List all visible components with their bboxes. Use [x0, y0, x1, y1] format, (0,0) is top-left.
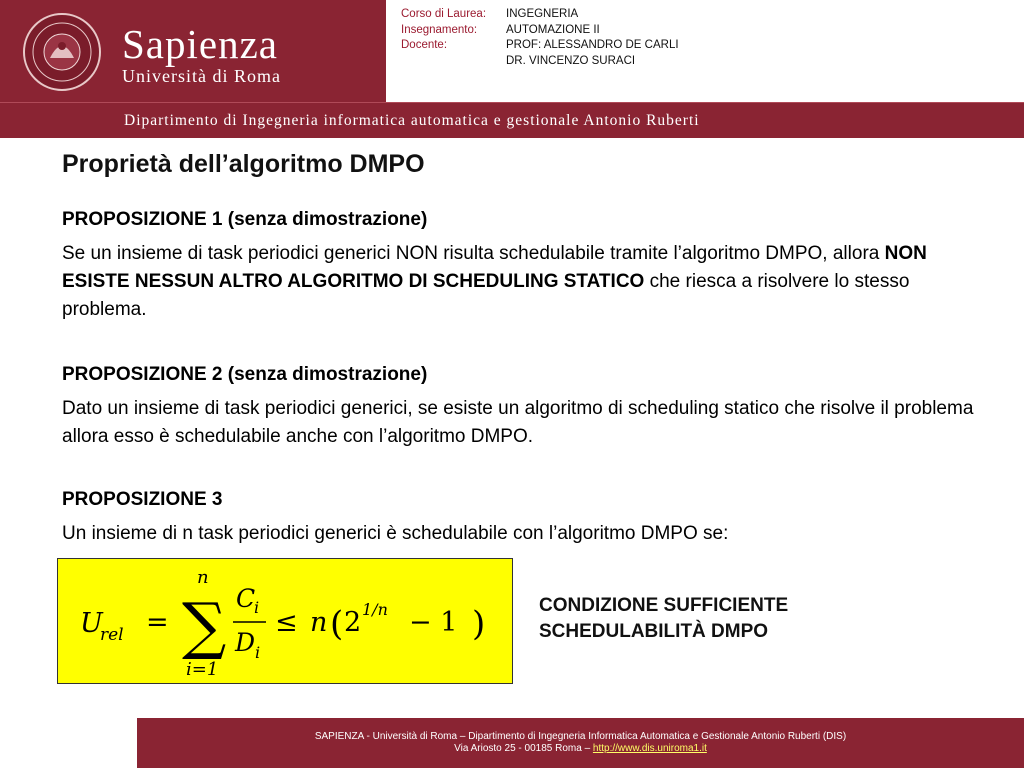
formula-left-paren: (: [330, 604, 344, 644]
formula-sum-sign: ∑: [182, 589, 227, 662]
formula-equals: =: [146, 607, 169, 638]
course-key: Corso di Laurea:: [401, 8, 487, 20]
course-row: [401, 7, 679, 23]
brand-name: Sapienza: [122, 21, 278, 67]
footer-website-link[interactable]: http://www.dis.uniroma1.it: [592, 743, 707, 754]
formula-leq: ≤: [275, 607, 298, 638]
sufficient-condition-label: [539, 593, 788, 645]
course-info: [401, 7, 679, 69]
course-key: Insegnamento:: [401, 23, 478, 36]
formula-sum-top: n: [197, 567, 209, 588]
proposition-text-emphasis: NON ESISTE NESSUN ALTRO ALGORITMO DI SCHEDULING STATICO: [62, 243, 927, 292]
formula-minus-one: − 1: [409, 607, 458, 638]
header-brand-panel: [0, 0, 386, 102]
formula-n: n: [310, 607, 328, 638]
formula-box: [57, 558, 513, 684]
course-row: [401, 23, 679, 39]
brand-wordmark: [122, 21, 281, 87]
department-band-divider: [0, 102, 1024, 103]
formula-base: 2: [344, 607, 362, 638]
course-value: DR. VINCENZO SURACI: [506, 54, 636, 67]
footer: [137, 718, 1024, 768]
course-row: [401, 38, 679, 54]
proposition-heading: PROPOSIZIONE 2 (senza dimostrazione): [62, 364, 428, 385]
footer-address-text: Via Ariosto 25 - 00185 Roma –: [454, 743, 593, 754]
condition-line: SCHEDULABILITÀ DMPO: [539, 621, 769, 642]
proposition-heading: PROPOSIZIONE 3: [62, 489, 223, 510]
footer-institution: SAPIENZA - Università di Roma – Dipartimento di Ingegneria Informatica Automatica e Gestionale Antonio Ruberti (DIS): [314, 731, 847, 742]
formula-exponent: 1/n: [362, 600, 388, 619]
formula-right-paren: ): [472, 604, 486, 644]
department-name: Dipartimento di Ingegneria informatica automatica e gestionale Antonio Ruberti: [124, 112, 700, 129]
proposition-heading: PROPOSIZIONE 1 (senza dimostrazione): [62, 209, 428, 230]
course-key: Docente:: [401, 39, 448, 51]
proposition-text-part: che riesca a risolvere lo stesso problema.: [62, 271, 910, 320]
course-row: [401, 54, 679, 70]
dmpo-formula: [58, 559, 512, 683]
footer-address: [137, 743, 1024, 754]
proposition-1: [62, 206, 982, 324]
course-value: AUTOMAZIONE II: [506, 23, 600, 36]
proposition-text: Dato un insieme di task periodici generici, se esiste un algoritmo di scheduling statico che risolve il problema allora esso è schedulabile anche con l’algoritmo DMPO.: [62, 398, 974, 447]
formula-denominator: D: [235, 628, 256, 657]
condition-line: CONDIZIONE SUFFICIENTE: [539, 595, 789, 616]
formula-numerator: C: [236, 584, 256, 613]
course-key: [401, 54, 506, 70]
formula-u-sub: rel: [100, 625, 124, 645]
proposition-3: [62, 486, 982, 548]
formula-numerator-sub: i: [254, 598, 260, 617]
formula-u: U: [80, 608, 103, 639]
proposition-text-part: Se un insieme di task periodici generici NON risulta schedulabile tramite l’algoritmo DMPO, allora: [62, 243, 885, 264]
proposition-2: [62, 361, 982, 451]
formula-denominator-sub: i: [255, 643, 261, 662]
slide-title: Proprietà dell’algoritmo DMPO: [62, 150, 425, 178]
proposition-text: [62, 240, 982, 324]
course-value: PROF: ALESSANDRO DE CARLI: [506, 39, 679, 51]
brand-subtitle: Università di Roma: [122, 66, 281, 86]
sapienza-seal-logo: [22, 12, 102, 92]
proposition-text: Un insieme di n task periodici generici è schedulabile con l’algoritmo DMPO se:: [62, 523, 729, 544]
course-value: INGEGNERIA: [506, 8, 579, 20]
formula-sum-bottom: i=1: [186, 659, 219, 680]
